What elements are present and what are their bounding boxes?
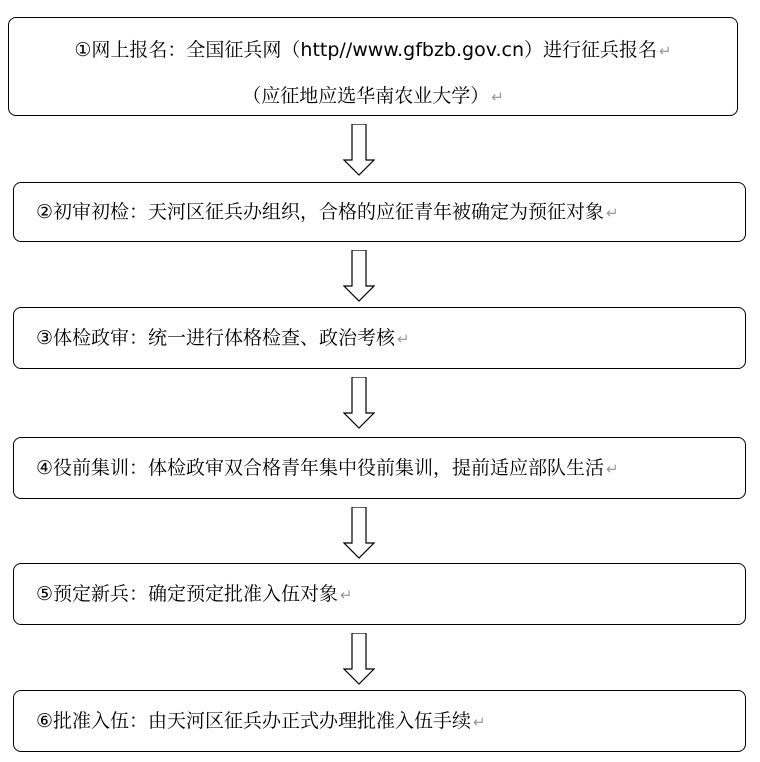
step-6-line [36, 709, 486, 734]
step-6-text: ⑥批准入伍：由天河区征兵办正式办理批准入伍手续 [36, 710, 472, 732]
return-mark-icon: ↵ [606, 460, 619, 478]
step-1-subtext: （应征地应选华南农业大学） [242, 85, 490, 107]
step-6-box [13, 690, 746, 752]
return-mark-icon: ↵ [491, 88, 504, 106]
return-mark-icon: ↵ [659, 42, 672, 60]
return-mark-icon: ↵ [397, 330, 410, 348]
step-2-box [13, 182, 746, 242]
down-arrow-icon [343, 633, 375, 685]
step-5-line [36, 582, 353, 607]
step-4-line [36, 456, 619, 481]
step-3-box [13, 307, 746, 369]
step-5-text: ⑤预定新兵：确定预定批准入伍对象 [36, 583, 339, 605]
down-arrow-icon [343, 377, 375, 429]
return-mark-icon: ↵ [473, 713, 486, 731]
step-4-text: ④役前集训：体检政审双合格青年集中役前集训，提前适应部队生活 [36, 457, 605, 479]
step-1-line-1 [9, 38, 737, 63]
step-5-box [13, 563, 746, 625]
down-arrow-icon [343, 250, 375, 302]
down-arrow-icon [343, 124, 375, 176]
return-mark-icon: ↵ [606, 204, 619, 222]
step-1-box [8, 17, 738, 116]
return-mark-icon: ↵ [340, 586, 353, 604]
step-3-text: ③体检政审：统一进行体格检查、政治考核 [36, 327, 396, 349]
step-2-text: ②初审初检：天河区征兵办组织，合格的应征青年被确定为预征对象 [36, 201, 605, 223]
step-2-line [36, 200, 619, 225]
step-4-box [13, 437, 746, 499]
step-3-line [36, 326, 410, 351]
step-1-line-2 [9, 84, 737, 109]
step-1-text: ①网上报名：全国征兵网（http//www.gfbzb.gov.cn）进行征兵报名 [74, 39, 658, 61]
down-arrow-icon [343, 507, 375, 559]
